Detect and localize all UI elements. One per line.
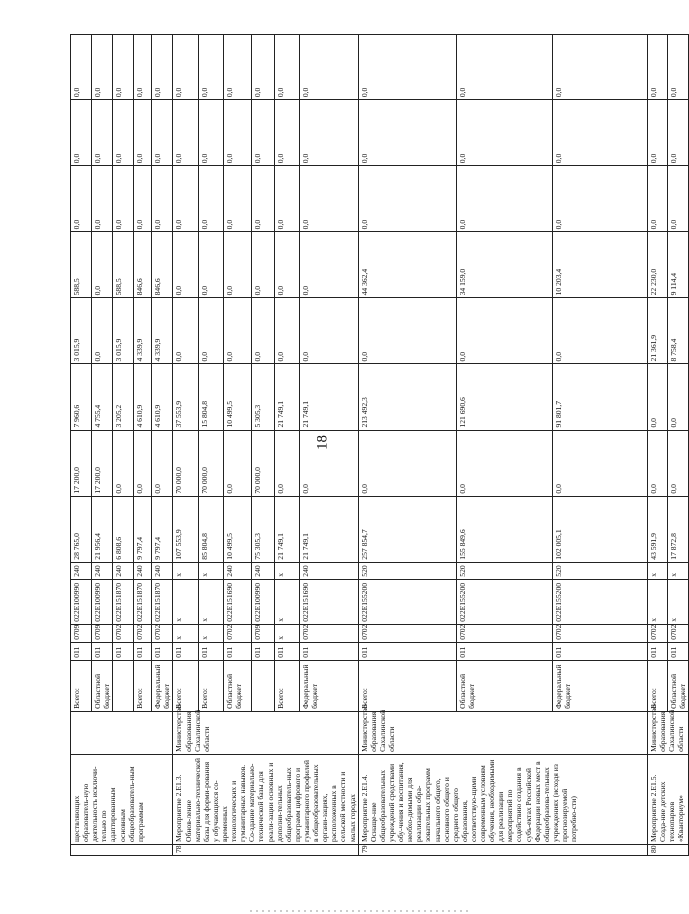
amount-cell: 3 015,9 (71, 298, 92, 364)
amount-cell: 0,0 (152, 35, 173, 100)
expense-type-cell: 240 (134, 562, 152, 579)
amount-cell: 6 808,6 (113, 496, 134, 562)
section-code-cell: 0702 (113, 624, 134, 642)
executor-cell (71, 711, 173, 754)
amount-cell: 70 000,0 (251, 430, 274, 496)
amount-cell: 0,0 (358, 430, 456, 496)
row-number-cell: 79. (358, 845, 647, 856)
amount-cell: 0,0 (552, 430, 647, 496)
amount-cell: 17 200,0 (71, 430, 92, 496)
amount-cell: 0,0 (300, 166, 359, 232)
grbs-cell: 011 (173, 642, 199, 660)
amount-cell: 0,0 (456, 298, 552, 364)
amount-cell: 0,0 (199, 100, 224, 166)
target-article-cell: х (199, 579, 224, 624)
amount-cell: 0,0 (275, 298, 300, 364)
grbs-cell: 011 (251, 642, 274, 660)
amount-cell: 0,0 (300, 298, 359, 364)
amount-cell: 0,0 (251, 232, 274, 298)
expense-type-cell: х (199, 562, 224, 579)
target-article-cell: 022Е100990 (251, 579, 274, 624)
funding-source-cell: Всего: (199, 660, 224, 711)
amount-cell: 43 591,9 (647, 496, 667, 562)
funding-source-cell: Всего: (71, 660, 92, 711)
amount-cell: 0,0 (113, 100, 134, 166)
section-code-cell: 0702 (300, 624, 359, 642)
amount-cell: 0,0 (275, 166, 300, 232)
amount-cell: 0,0 (92, 232, 113, 298)
amount-cell: 0,0 (552, 35, 647, 100)
table-body (71, 35, 689, 856)
amount-cell: 0,0 (667, 100, 688, 166)
amount-cell: 0,0 (275, 232, 300, 298)
amount-cell: 28 765,0 (71, 496, 92, 562)
amount-cell: 91 801,7 (552, 364, 647, 430)
expense-type-cell: х (173, 562, 199, 579)
amount-cell: 0,0 (134, 166, 152, 232)
amount-cell: 0,0 (275, 35, 300, 100)
funding-source-cell: Областной бюджет (224, 660, 252, 711)
amount-cell: 9 797,4 (134, 496, 152, 562)
section-code-cell: 0702 (358, 624, 456, 642)
expense-type-cell: 240 (71, 562, 92, 579)
grbs-cell: 011 (113, 642, 134, 660)
amount-cell: 10 203,4 (552, 232, 647, 298)
amount-cell: 0,0 (300, 35, 359, 100)
row-number-cell: 80. (647, 845, 688, 856)
section-code-cell: х (173, 624, 199, 642)
grbs-cell: 011 (134, 642, 152, 660)
amount-cell: 3 205,2 (113, 364, 134, 430)
target-article-cell: 022Е151690 (224, 579, 252, 624)
section-code-cell: 0702 (134, 624, 152, 642)
amount-cell: 0,0 (456, 166, 552, 232)
amount-cell: 0,0 (251, 100, 274, 166)
amount-cell: 0,0 (275, 100, 300, 166)
amount-cell: 70 000,0 (173, 430, 199, 496)
amount-cell: 0,0 (667, 430, 688, 496)
amount-cell: 0,0 (173, 35, 199, 100)
target-article-cell: 022Е151690 (300, 579, 359, 624)
amount-cell: 0,0 (300, 232, 359, 298)
amount-cell: 0,0 (251, 166, 274, 232)
target-article-cell: 022Е155200 (358, 579, 456, 624)
amount-cell: 0,0 (358, 166, 456, 232)
amount-cell: 0,0 (113, 430, 134, 496)
amount-cell: 0,0 (199, 35, 224, 100)
funding-source-cell: Федеральный бюджет (552, 660, 647, 711)
section-code-cell: х (275, 624, 300, 642)
amount-cell: 0,0 (224, 298, 252, 364)
amount-cell: 85 804,8 (199, 496, 224, 562)
amount-cell: 70 000,0 (199, 430, 224, 496)
grbs-cell: 011 (275, 642, 300, 660)
target-article-cell: х (275, 579, 300, 624)
amount-cell: 0,0 (92, 100, 113, 166)
grbs-cell: 011 (199, 642, 224, 660)
amount-cell: 10 499,5 (224, 364, 252, 430)
section-code-cell: 0702 (456, 624, 552, 642)
funding-source-cell: Областной бюджет (92, 660, 113, 711)
amount-cell: 44 362,4 (358, 232, 456, 298)
section-code-cell: 0709 (251, 624, 274, 642)
amount-cell: 4 339,9 (152, 298, 173, 364)
amount-cell: 9 797,4 (152, 496, 173, 562)
activity-title-cell: Мероприятие 2.Е1.3. Обнов-ление материально-технической базы для форми-рования у обучающихся со-временных технологических и гуманитарных навыков. Со-здание материально-технической базы для реали-зации основных и дополни-тельных общеобразователь-ных программ цифрового и гуманитарного профилей в общеобразовательных органи-зациях, расположенных в сельской местности и малых городах (173, 754, 358, 844)
activity-title-cell: ществляющих образователь-ную деятельность исключи-тельно по адаптированным основным общеобразователь-ным программам (71, 754, 173, 844)
amount-cell: 0,0 (71, 35, 92, 100)
amount-cell: 0,0 (667, 166, 688, 232)
amount-cell: 22 230,0 (647, 232, 667, 298)
target-article-cell: 022Е151870 (113, 579, 134, 624)
section-code-cell: 0702 (152, 624, 173, 642)
amount-cell: 0,0 (358, 35, 456, 100)
amount-cell: 0,0 (71, 166, 92, 232)
amount-cell: 0,0 (647, 35, 667, 100)
target-article-cell: 022Е151870 (152, 579, 173, 624)
target-article-cell: 022Е100990 (92, 579, 113, 624)
amount-cell: 0,0 (199, 232, 224, 298)
target-article-cell: 022Е155200 (552, 579, 647, 624)
table-row (358, 35, 456, 856)
grbs-cell: 011 (300, 642, 359, 660)
grbs-cell: 011 (224, 642, 252, 660)
target-article-cell: х (667, 579, 688, 624)
amount-cell: 0,0 (251, 35, 274, 100)
executor-cell: Министерство образования Сахалинской области (647, 711, 688, 754)
amount-cell: 0,0 (71, 100, 92, 166)
amount-cell: 0,0 (300, 100, 359, 166)
amount-cell: 155 849,6 (456, 496, 552, 562)
amount-cell: 9 114,4 (667, 232, 688, 298)
amount-cell: 0,0 (224, 232, 252, 298)
expense-type-cell: 240 (251, 562, 274, 579)
amount-cell: 0,0 (251, 298, 274, 364)
amount-cell: 0,0 (173, 166, 199, 232)
budget-table (70, 34, 689, 856)
amount-cell: 21 749,1 (300, 496, 359, 562)
section-code-cell: 0702 (552, 624, 647, 642)
expense-type-cell: х (647, 562, 667, 579)
amount-cell: 0,0 (275, 430, 300, 496)
funding-source-cell: Всего: (647, 660, 667, 711)
amount-cell: 0,0 (552, 166, 647, 232)
amount-cell: 0,0 (199, 166, 224, 232)
amount-cell: 0,0 (456, 100, 552, 166)
amount-cell: 0,0 (647, 430, 667, 496)
funding-source-cell: Всего: (275, 660, 300, 711)
grbs-cell: 011 (92, 642, 113, 660)
amount-cell: 0,0 (134, 100, 152, 166)
amount-cell: 17 872,8 (667, 496, 688, 562)
section-code-cell: 0709 (92, 624, 113, 642)
amount-cell: 846,6 (152, 232, 173, 298)
funding-source-cell (113, 660, 134, 711)
page-number: 18 (314, 435, 331, 450)
amount-cell: 107 553,9 (173, 496, 199, 562)
expense-type-cell: 240 (224, 562, 252, 579)
grbs-cell: 011 (358, 642, 456, 660)
grbs-cell: 011 (71, 642, 92, 660)
amount-cell: 0,0 (358, 100, 456, 166)
amount-cell: 4 610,9 (134, 364, 152, 430)
amount-cell: 0,0 (92, 35, 113, 100)
expense-type-cell: 520 (456, 562, 552, 579)
amount-cell: 0,0 (173, 232, 199, 298)
amount-cell: 21 956,4 (92, 496, 113, 562)
amount-cell: 0,0 (667, 364, 688, 430)
target-article-cell: 022Е151870 (134, 579, 152, 624)
amount-cell: 0,0 (358, 298, 456, 364)
row-number-cell: 78. (173, 845, 358, 856)
amount-cell: 0,0 (113, 35, 134, 100)
amount-cell: 257 854,7 (358, 496, 456, 562)
table-row (71, 35, 92, 856)
expense-type-cell: х (667, 562, 688, 579)
amount-cell: 34 159,0 (456, 232, 552, 298)
amount-cell: 0,0 (92, 298, 113, 364)
funding-source-cell: Федеральный бюджет (152, 660, 173, 711)
amount-cell: 75 305,3 (251, 496, 274, 562)
amount-cell: 846,6 (134, 232, 152, 298)
section-code-cell: 0702 (667, 624, 688, 642)
amount-cell: 0,0 (152, 430, 173, 496)
section-code-cell: х (199, 624, 224, 642)
executor-cell: Министерство образования Сахалинской области (173, 711, 358, 754)
table-row (647, 35, 667, 856)
amount-cell: 5 305,3 (251, 364, 274, 430)
expense-type-cell: 240 (300, 562, 359, 579)
amount-cell: 0,0 (134, 35, 152, 100)
amount-cell: 588,5 (113, 232, 134, 298)
amount-cell: 121 690,6 (456, 364, 552, 430)
amount-cell: 4 339,9 (134, 298, 152, 364)
amount-cell: 0,0 (456, 430, 552, 496)
amount-cell: 0,0 (667, 35, 688, 100)
amount-cell: 0,0 (199, 298, 224, 364)
amount-cell: 10 499,5 (224, 496, 252, 562)
table-row (173, 35, 199, 856)
grbs-cell: 011 (552, 642, 647, 660)
amount-cell: 3 015,9 (113, 298, 134, 364)
expense-type-cell: х (275, 562, 300, 579)
amount-cell: 17 200,0 (92, 430, 113, 496)
executor-cell: Министерство образования Сахалинской области (358, 711, 647, 754)
activity-title-cell: Мероприятие 2.Е1.5. Созда-ние детских технопарков «Кванториум» (647, 754, 688, 844)
scan-artifact-line (0, 908, 640, 914)
amount-cell: 4 755,4 (92, 364, 113, 430)
target-article-cell: х (647, 579, 667, 624)
expense-type-cell: 240 (152, 562, 173, 579)
amount-cell: 4 610,9 (152, 364, 173, 430)
amount-cell: 0,0 (173, 298, 199, 364)
funding-source-cell: Всего: (358, 660, 456, 711)
section-code-cell: 0702 (224, 624, 252, 642)
amount-cell: 8 758,4 (667, 298, 688, 364)
amount-cell: 0,0 (300, 430, 359, 496)
amount-cell: 21 361,9 (647, 298, 667, 364)
amount-cell: 588,5 (71, 232, 92, 298)
target-article-cell: х (173, 579, 199, 624)
amount-cell: 37 553,9 (173, 364, 199, 430)
grbs-cell: 011 (647, 642, 667, 660)
expense-type-cell: 240 (92, 562, 113, 579)
amount-cell: 0,0 (224, 166, 252, 232)
amount-cell: 0,0 (224, 100, 252, 166)
amount-cell: 0,0 (552, 298, 647, 364)
target-article-cell: 022Е100990 (71, 579, 92, 624)
amount-cell: 0,0 (134, 430, 152, 496)
expense-type-cell: 520 (358, 562, 456, 579)
amount-cell: 0,0 (152, 100, 173, 166)
amount-cell: 0,0 (224, 35, 252, 100)
amount-cell: 0,0 (173, 100, 199, 166)
amount-cell: 21 749,1 (275, 496, 300, 562)
amount-cell: 0,0 (647, 100, 667, 166)
amount-cell: 102 005,1 (552, 496, 647, 562)
amount-cell: 0,0 (113, 166, 134, 232)
amount-cell: 213 492,3 (358, 364, 456, 430)
row-number-cell (71, 845, 173, 856)
target-article-cell: 022Е155200 (456, 579, 552, 624)
funding-source-cell: Областной бюджет (667, 660, 688, 711)
funding-source-cell: Всего: (134, 660, 152, 711)
amount-cell: 21 749,1 (275, 364, 300, 430)
grbs-cell: 011 (667, 642, 688, 660)
rotated-table-wrapper (70, 34, 687, 856)
amount-cell: 21 749,1 (300, 364, 359, 430)
funding-source-cell: Федеральный бюджет (300, 660, 359, 711)
funding-source-cell (251, 660, 274, 711)
grbs-cell: 011 (456, 642, 552, 660)
amount-cell: 0,0 (552, 100, 647, 166)
amount-cell: 0,0 (92, 166, 113, 232)
funding-source-cell: Областной бюджет (456, 660, 552, 711)
grbs-cell: 011 (152, 642, 173, 660)
section-code-cell: 0709 (71, 624, 92, 642)
amount-cell: 0,0 (647, 364, 667, 430)
amount-cell: 15 804,8 (199, 364, 224, 430)
amount-cell: 0,0 (152, 166, 173, 232)
amount-cell: 0,0 (224, 430, 252, 496)
amount-cell: 0,0 (647, 166, 667, 232)
expense-type-cell: 240 (113, 562, 134, 579)
section-code-cell: 0702 (647, 624, 667, 642)
activity-title-cell: Мероприятие 2.Е1.4. Оснаще-ние общеобразовательных учреждений средствами обу-чения и воспитания, необхо-димыми для реализации обра-зовательных программ начального общего, основного общего и среднего общего образования, соответствую-щими современным условиям обучения, необходимыми для реализации мероприятий по содействию создания в субъ-ектах Российской Федерации новых мест в общеобразова-тельных учреждениях (исходя из прогнозируемой потребно-сти) (358, 754, 647, 844)
expense-type-cell: 520 (552, 562, 647, 579)
funding-source-cell: Всего: (173, 660, 199, 711)
amount-cell: 0,0 (456, 35, 552, 100)
amount-cell: 7 960,6 (71, 364, 92, 430)
